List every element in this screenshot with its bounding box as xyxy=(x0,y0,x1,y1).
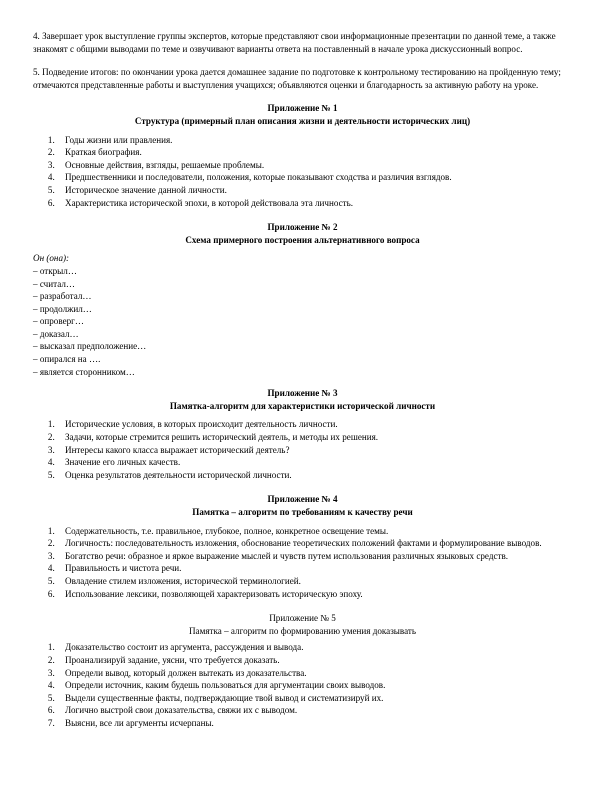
appendix-2-lead: Он (она): xyxy=(33,253,70,264)
list-item: 4. Значение его личных качеств. xyxy=(57,456,572,469)
list-item: – считал… xyxy=(33,278,75,289)
appendix-3-subtitle: Памятка-алгоритм для характеристики исторической личности xyxy=(169,400,436,411)
list-item: 5. Выдели существенные факты, подтверждающие твой вывод и систематизируй их. xyxy=(57,692,572,705)
list-item: – разработал… xyxy=(33,291,92,302)
list-item: 3. Определи вывод, который должен вытекать из доказательства. xyxy=(57,667,572,680)
list-item: – открыл… xyxy=(33,265,77,276)
appendix-3-list xyxy=(33,418,572,481)
list-item: 2. Проанализируй задание, уясни, что требуется доказать. xyxy=(57,654,572,667)
appendix-1-title: Приложение № 1 xyxy=(267,103,338,114)
appendix-2-title: Приложение № 2 xyxy=(267,222,338,233)
list-item: – опроверг… xyxy=(33,316,84,327)
list-item: 5. Историческое значение данной личности. xyxy=(57,184,572,197)
appendix-5-list xyxy=(33,641,572,729)
list-item: 1. Исторические условия, в которых происходит деятельность личности. xyxy=(57,418,572,431)
list-item: 6. Характеристика исторической эпохи, в которой действовала эта личность. xyxy=(57,197,572,210)
appendix-4-title: Приложение № 4 xyxy=(267,494,338,505)
list-item: 1. Содержательность, т.е. правильное, глубокое, полное, конкретное освещение темы. xyxy=(57,525,572,538)
list-item: – высказал предположение… xyxy=(33,341,147,352)
list-item: 4. Предшественники и последователи, положения, которые показывают сходства и различия взглядов. xyxy=(57,171,572,184)
list-item: 6. Использование лексики, позволяющей характеризовать историческую эпоху. xyxy=(57,588,572,601)
appendix-3-title: Приложение № 3 xyxy=(267,388,338,399)
list-item: 2. Задачи, которые стремится решить исторический деятель, и методы их решения. xyxy=(57,431,572,444)
list-item: 5. Оценка результатов деятельности исторической личности. xyxy=(57,469,572,482)
list-item: 1. Годы жизни или правления. xyxy=(57,134,572,147)
paragraph-step-5: 5. Подведение итогов: по окончании урока дается домашнее задание по подготовке к контрольному тестированию на пройденную тему; отмечаются представленные работы и выступления учащихся; объявляются оценки и благодарность за активную работу на уроке. xyxy=(33,67,561,90)
list-item: – опирался на …. xyxy=(33,354,101,365)
list-item: – продолжил… xyxy=(33,303,92,314)
list-item: – является сторонником… xyxy=(33,366,135,377)
paragraph-step-4: 4. Завершает урок выступление группы экспертов, которые представляют свои информационные презентации по данной теме, а также знакомят с общими выводами по теме и озвучивают варианты ответа на поставленный в начале урока дискуссионный вопрос. xyxy=(33,31,556,54)
list-item: – доказал… xyxy=(33,328,79,339)
list-item: 4. Определи источник, каким будешь пользоваться для аргументации своих выводов. xyxy=(57,679,572,692)
list-item: 7. Выясни, все ли аргументы исчерпаны. xyxy=(57,717,572,730)
appendix-4-list xyxy=(33,525,572,601)
list-item: 1. Доказательство состоит из аргумента, рассуждения и вывода. xyxy=(57,641,572,654)
appendix-5-title: Приложение № 5 xyxy=(269,613,336,624)
list-item: 3. Интересы какого класса выражает исторический деятель? xyxy=(57,444,572,457)
appendix-1-subtitle: Структура (примерный план описания жизни и деятельности исторических лиц) xyxy=(134,115,471,126)
list-item: 5. Овладение стилем изложения, исторической терминологией. xyxy=(57,575,572,588)
appendix-5-subtitle: Памятка – алгоритм по формированию умения доказывать xyxy=(188,625,416,636)
appendix-2-list xyxy=(33,265,572,378)
list-item: 2. Краткая биография. xyxy=(57,146,572,159)
list-item: 3. Основные действия, взгляды, решаемые проблемы. xyxy=(57,159,572,172)
list-item: 6. Логично выстрой свои доказательства, свяжи их с выводом. xyxy=(57,704,572,717)
list-item: 4. Правильность и чистота речи. xyxy=(57,562,572,575)
list-item: 3. Богатство речи: образное и яркое выражение мыслей и чувств путем использования различных языковых средств. xyxy=(57,550,572,563)
list-item: 2. Логичность: последовательность изложения, обоснование теоретических положений фактами и формулирование выводов. xyxy=(57,537,572,550)
appendix-2-subtitle: Схема примерного построения альтернативного вопроса xyxy=(185,234,420,245)
appendix-4-subtitle: Памятка – алгоритм по требованиям к качеству речи xyxy=(192,507,413,517)
appendix-1-list xyxy=(33,134,572,210)
